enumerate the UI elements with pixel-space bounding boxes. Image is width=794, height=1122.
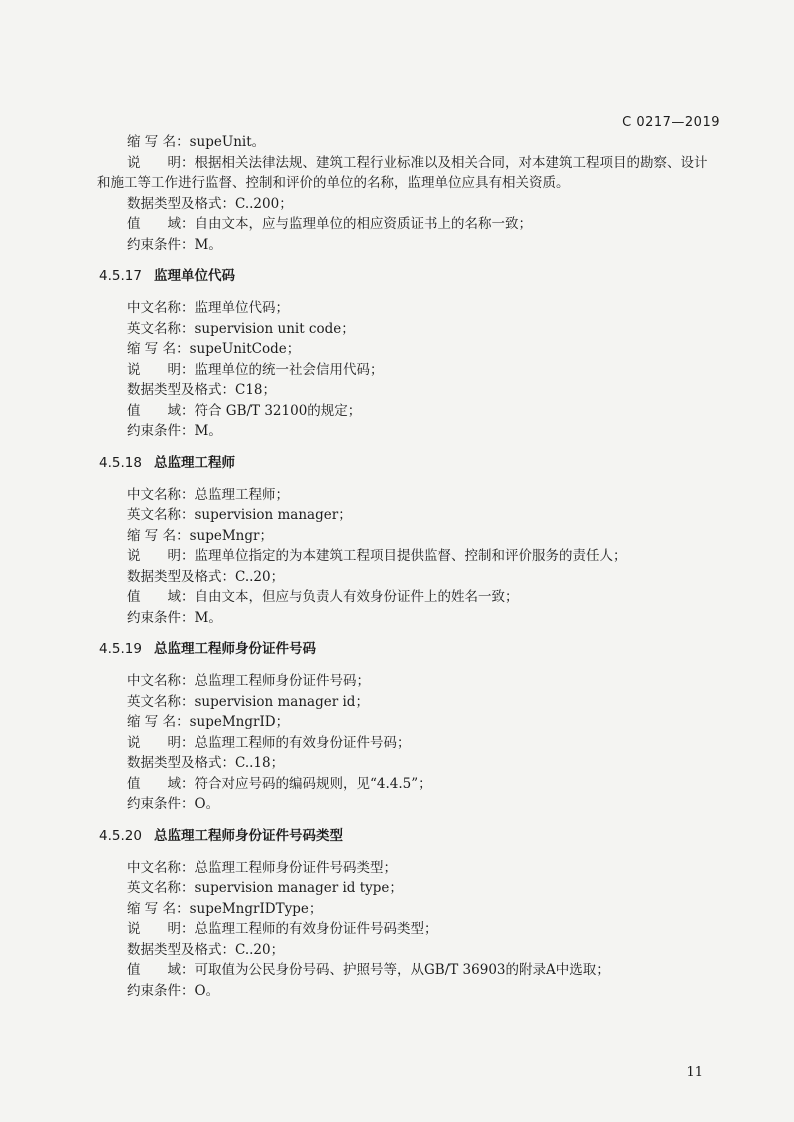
field-value: C..20；	[235, 568, 285, 585]
field-label: 缩 写 名：	[127, 900, 190, 917]
field-label: 英文名称：	[127, 880, 195, 896]
field-label: 数据类型及格式：	[127, 755, 235, 771]
section-heading	[0, 631, 794, 668]
field-value: supeMngrID；	[189, 714, 290, 730]
field-label: 值 域：	[127, 589, 195, 605]
field-constraint	[0, 794, 794, 815]
field-abbreviation	[0, 132, 794, 153]
field-label: 约束条件：	[127, 423, 195, 439]
field-english-name	[0, 878, 794, 899]
field-data-type	[0, 194, 794, 215]
field-label: 约束条件：	[127, 982, 195, 999]
field-chinese-name	[0, 858, 794, 879]
field-label: 英文名称：	[127, 320, 195, 337]
field-english-name	[0, 319, 794, 340]
field-value: C..20；	[235, 941, 285, 958]
field-value: 总监理工程师；	[194, 486, 289, 503]
field-value: C..200；	[235, 195, 293, 212]
field-value: 监理单位代码；	[194, 300, 289, 316]
field-label: 值 域：	[127, 962, 195, 978]
field-chinese-name	[0, 671, 794, 692]
field-constraint	[0, 421, 794, 442]
section-title: 监理单位代码	[153, 268, 235, 284]
field-label: 数据类型及格式：	[127, 941, 235, 958]
field-label: 说 明：	[127, 734, 195, 751]
field-value-domain	[0, 960, 794, 981]
field-abbreviation	[0, 899, 794, 920]
field-value-domain	[0, 587, 794, 608]
field-label: 数据类型及格式：	[127, 195, 235, 212]
field-label: 缩 写 名：	[127, 134, 190, 150]
field-description	[0, 733, 794, 754]
field-data-type	[0, 940, 794, 961]
field-value: 可取值为公民身份号码、护照号等，从GB/T 36903的附录A中选取；	[194, 962, 610, 978]
field-data-type	[0, 380, 794, 401]
field-description	[0, 360, 794, 381]
field-label: 约束条件：	[127, 796, 195, 812]
field-label: 说 明：	[127, 921, 195, 937]
field-value: supervision manager id；	[194, 693, 369, 710]
field-abbreviation	[0, 712, 794, 733]
field-value: M。	[194, 609, 222, 626]
field-description-continued: 和施工等工作进行监督、控制和评价的单位的名称，监理单位应具有相关资质。	[97, 175, 570, 191]
field-value-domain	[0, 774, 794, 795]
field-data-type	[0, 567, 794, 588]
field-english-name	[0, 505, 794, 526]
field-value: 总监理工程师身份证件号码类型；	[194, 859, 397, 876]
section-title: 总监理工程师身份证件号码	[153, 641, 316, 657]
field-constraint	[0, 608, 794, 629]
field-label: 值 域：	[127, 775, 195, 792]
field-value: 自由文本，但应与负责人有效身份证件上的姓名一致；	[194, 589, 519, 605]
section-number: 4.5.19	[99, 641, 142, 657]
section-number: 4.5.20	[99, 827, 142, 844]
field-label: 英文名称：	[127, 693, 195, 710]
field-value: supervision manager；	[194, 507, 352, 523]
field-label: 数据类型及格式：	[127, 382, 235, 398]
field-value-domain	[0, 214, 794, 235]
field-constraint	[0, 235, 794, 256]
field-description	[0, 153, 794, 174]
field-value: 总监理工程师的有效身份证件号码；	[194, 734, 411, 751]
field-value: supervision manager id type；	[194, 880, 403, 896]
section-number: 4.5.18	[99, 454, 142, 471]
field-label: 中文名称：	[127, 859, 195, 876]
field-label: 数据类型及格式：	[127, 568, 235, 585]
field-label: 中文名称：	[127, 486, 195, 503]
field-value: supeMngrIDType；	[189, 900, 323, 917]
field-label: 缩 写 名：	[127, 341, 190, 357]
field-label: 中文名称：	[127, 673, 195, 689]
field-english-name	[0, 692, 794, 713]
field-chinese-name	[0, 298, 794, 319]
field-value: C18；	[235, 382, 277, 398]
field-value: 监理单位的统一社会信用代码；	[194, 361, 384, 378]
standard-code: C 0217—2019	[622, 115, 720, 130]
field-label: 英文名称：	[127, 507, 195, 523]
section-heading	[0, 818, 794, 855]
field-value: 监理单位指定的为本建筑工程项目提供监督、控制和评价服务的责任人；	[194, 548, 627, 564]
field-description	[0, 919, 794, 940]
field-label: 缩 写 名：	[127, 527, 190, 544]
field-value: supeUnitCode；	[189, 341, 301, 357]
field-label: 说 明：	[127, 361, 195, 378]
field-value: M。	[194, 423, 222, 439]
page-number: 11	[686, 1065, 703, 1080]
section-heading	[0, 258, 794, 295]
field-value: supervision unit code；	[194, 320, 355, 337]
field-value: 自由文本，应与监理单位的相应资质证书上的名称一致；	[194, 216, 532, 232]
field-value: supeMngr；	[189, 527, 273, 544]
field-label: 缩 写 名：	[127, 714, 190, 730]
field-value: 总监理工程师身份证件号码；	[194, 673, 370, 689]
field-chinese-name	[0, 485, 794, 506]
field-label: 说 明：	[127, 548, 195, 564]
field-description	[0, 546, 794, 567]
field-label: 说 明：	[127, 154, 195, 171]
field-label: 值 域：	[127, 216, 195, 232]
field-value: 总监理工程师的有效身份证件号码类型；	[194, 921, 438, 937]
field-label: 约束条件：	[127, 236, 195, 253]
field-value: O。	[194, 982, 220, 999]
section-heading	[0, 445, 794, 482]
field-abbreviation	[0, 339, 794, 360]
field-value: C..18；	[235, 755, 285, 771]
section-title: 总监理工程师身份证件号码类型	[153, 827, 343, 844]
field-data-type	[0, 753, 794, 774]
field-label: 约束条件：	[127, 609, 195, 626]
document-content	[0, 132, 794, 1001]
field-label: 值 域：	[127, 402, 195, 419]
field-value: supeUnit。	[189, 134, 266, 150]
field-value: O。	[194, 796, 220, 812]
field-value: 符合 GB/T 32100的规定；	[194, 402, 362, 419]
field-value: 根据相关法律法规、建筑工程行业标准以及相关合同，对本建筑工程项目的勘察、设计	[194, 154, 708, 171]
field-constraint	[0, 981, 794, 1002]
section-title: 总监理工程师	[153, 454, 235, 471]
section-number: 4.5.17	[99, 268, 142, 284]
field-value-domain	[0, 401, 794, 422]
field-label: 中文名称：	[127, 300, 195, 316]
field-abbreviation	[0, 526, 794, 547]
field-value: 符合对应号码的编码规则，见“4.4.5”；	[194, 775, 432, 792]
field-value: M。	[194, 236, 222, 253]
